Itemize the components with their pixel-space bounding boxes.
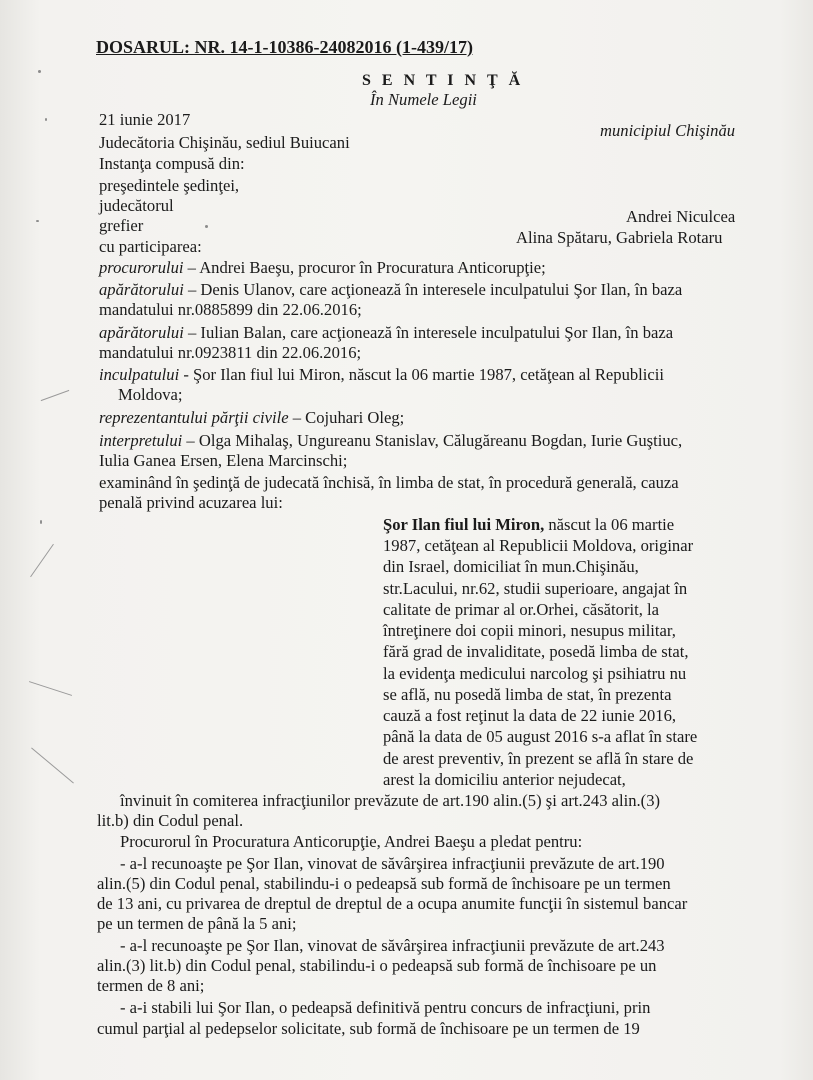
defender1-text: – Denis Ulanov, care acţionează în interesele inculpatului Şor Ilan, în baza xyxy=(183,280,683,299)
interpreter-role: interpretului xyxy=(99,431,183,450)
court-name: Judecătoria Chişinău, sediul Buiucani xyxy=(99,133,350,152)
defender2-role: apărătorului xyxy=(99,323,184,342)
bio-line: str.Lacului, nr.62, studii superioare, angajat în xyxy=(383,579,688,598)
charge-text: învinuit în comiterea infracţiunilor prevăzute de art.190 alin.(5) şi art.243 alin.(3) xyxy=(120,791,661,810)
request-item-1: - a-l recunoaşte pe Şor Ilan, vinovat de săvârşirea infracţiunii prevăzute de art.190 xyxy=(120,854,665,873)
bio-line: până la data de 05 august 2016 s-a aflat în stare xyxy=(383,727,698,746)
decision-location: municipiul Chişinău xyxy=(600,121,736,140)
document-title: S E N T I N Ţ Ă xyxy=(362,72,524,89)
clerk-label: grefier xyxy=(99,216,144,235)
request-item-1-cont: de 13 ani, cu privarea de dreptul de dreptul de a ocupa anumite funcţii în sistemul bancar xyxy=(97,894,688,913)
prosecutor-role: procurorului xyxy=(99,258,184,277)
clerk-names: Alina Spătaru, Gabriela Rotaru xyxy=(516,228,723,247)
request-item-3: - a-i stabili lui Şor Ilan, o pedeapsă definitivă pentru concurs de infracţiuni, prin xyxy=(120,998,651,1017)
president-label: preşedintele şedinţei, xyxy=(99,176,240,195)
request-item-3-cont: cumul parţial al pedepselor solicitate, sub formă de închisoare pe un termen de 19 xyxy=(97,1019,640,1038)
scan-scratch xyxy=(41,390,70,401)
interpreter-text: – Olga Mihalaş, Ungureanu Stanislav, Călugăreanu Bogdan, Iurie Guştiuc, xyxy=(182,431,683,450)
examining-text: examinând în şedinţă de judecată închisă, în limba de stat, în procedură generală, cauza xyxy=(99,473,679,492)
bio-line: la evidenţa medicului narcolog şi psihiatru nu xyxy=(383,664,687,683)
prosecutor-pleaded: Procurorul în Procuratura Anticorupţie, Andrei Baeşu a pledat pentru: xyxy=(120,832,583,851)
bio-line: născut la 06 martie xyxy=(544,515,675,534)
case-number: DOSARUL: NR. 14-1-10386-24082016 (1-439/17) xyxy=(96,37,473,57)
civil-party-role: reprezentantului părţii civile xyxy=(99,408,289,427)
civil-party-text: – Cojuhari Oleg; xyxy=(288,408,405,427)
bio-line: întreţinere doi copii minori, nesupus militar, xyxy=(383,621,676,640)
defendant-line xyxy=(99,365,664,384)
bio-line: 1987, cetăţean al Republicii Moldova, originar xyxy=(383,536,694,555)
interpreter-line xyxy=(99,431,682,450)
decision-date: 21 iunie 2017 xyxy=(99,110,191,129)
scan-speck xyxy=(40,520,42,524)
defender2-mandate: mandatului nr.0923811 din 22.06.2016; xyxy=(99,343,362,362)
request-item-2-cont: alin.(3) lit.b) din Codul penal, stabilindu-i o pedeapsă sub formă de închisoare pe un xyxy=(97,956,657,975)
defender2-text: – Iulian Balan, care acţionează în interesele inculpatului Şor Ilan, în baza xyxy=(183,323,674,342)
scan-speck xyxy=(36,220,39,222)
examining-text-cont: penală privind acuzarea lui: xyxy=(99,493,283,512)
defender1-mandate: mandatului nr.0885899 din 22.06.2016; xyxy=(99,300,362,319)
interpreter-names: Iulia Ganea Ersen, Elena Marcinschi; xyxy=(99,451,348,470)
defender2-line xyxy=(99,323,673,342)
bio-line: calitate de primar al or.Orhei, căsătorit, la xyxy=(383,600,659,619)
bio-name: Şor Ilan fiul lui Miron, xyxy=(383,515,545,534)
request-item-1-cont: pe un termen de până la 5 ani; xyxy=(97,914,297,933)
bio-line: fără grad de invaliditate, posedă limba de stat, xyxy=(383,642,689,661)
bio-line: se află, nu posedă limba de stat, în prezenta xyxy=(383,685,672,704)
bio-line: cauză a fost reţinut la data de 22 iunie 2016, xyxy=(383,706,677,725)
defendant-text: - Şor Ilan fiul lui Miron, născut la 06 martie 1987, cetăţean al Republicii xyxy=(179,365,664,384)
charge-text-cont: lit.b) din Codul penal. xyxy=(97,811,244,830)
prosecutor-text: – Andrei Baeşu, procuror în Procuratura Anticorupţie; xyxy=(183,258,546,277)
scan-speck xyxy=(45,118,47,121)
scan-speck xyxy=(205,225,208,228)
defender1-role: apărătorului xyxy=(99,280,184,299)
defendant-role: inculpatului xyxy=(99,365,180,384)
request-item-2: - a-l recunoaşte pe Şor Ilan, vinovat de săvârşirea infracţiunii prevăzute de art.243 xyxy=(120,936,665,955)
bio-first-line xyxy=(383,515,674,534)
scan-speck xyxy=(38,70,41,73)
request-item-1-cont: alin.(5) din Codul penal, stabilindu-i o pedeapsă sub formă de închisoare pe un termen xyxy=(97,874,671,893)
request-item-2-cont: termen de 8 ani; xyxy=(97,976,205,995)
judge-label: judecătorul xyxy=(99,196,174,215)
bio-line: din Israel, domiciliat în mun.Chişinău, xyxy=(383,557,639,576)
scan-scratch xyxy=(29,681,72,696)
bio-line: arest la domiciliu anterior nejudecat, xyxy=(383,770,626,789)
civil-party-line xyxy=(99,408,404,427)
composition-label: Instanţa compusă din: xyxy=(99,154,245,173)
document-subtitle: În Numele Legii xyxy=(370,90,477,109)
participation-label: cu participarea: xyxy=(99,237,202,256)
bio-line: de arest preventiv, în prezent se află în stare de xyxy=(383,749,694,768)
defender1-line xyxy=(99,280,682,299)
defendant-country: Moldova; xyxy=(118,385,183,404)
prosecutor-line xyxy=(99,258,546,277)
scan-scratch xyxy=(31,747,74,783)
scan-scratch xyxy=(30,544,54,577)
judge-name: Andrei Niculcea xyxy=(626,207,736,226)
